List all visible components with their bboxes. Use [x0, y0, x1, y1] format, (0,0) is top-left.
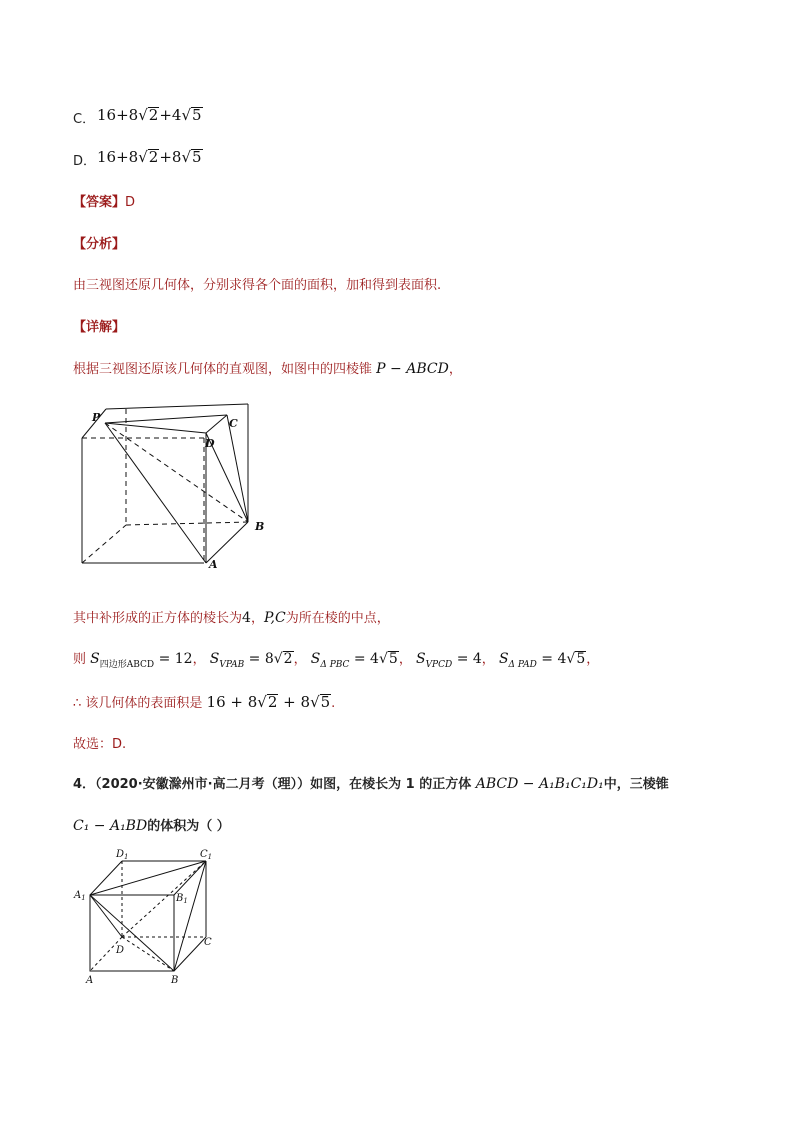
analysis-tag: 【分析】	[73, 237, 126, 252]
area-s4: $S_{VPCD} = 4$	[415, 651, 482, 670]
detail-intro: 根据三视图还原该几何体的直观图，如图中的四棱锥	[73, 362, 373, 377]
edge-PA	[105, 423, 206, 563]
problem4-line2: C₁ − A₁BD的体积为（ ）	[73, 818, 230, 834]
pyramid-figure	[70, 395, 280, 575]
hidden-edge	[82, 525, 126, 563]
problem4-tetra: C₁ − A₁BD	[73, 818, 148, 834]
label-C: C	[229, 417, 238, 430]
label-A: A	[86, 975, 94, 986]
option-d-expression: 16+8√2+8√5	[97, 148, 202, 166]
label-D1: $D_1$	[116, 849, 129, 861]
edge-CB	[227, 415, 248, 522]
edge-AB	[206, 522, 248, 563]
hidden-edge	[122, 937, 174, 971]
label-B: B	[255, 520, 265, 533]
label-D: D	[205, 437, 215, 450]
detail-tag: 【详解】	[73, 320, 126, 335]
option-c-label: C．	[73, 112, 96, 127]
label-P: P	[92, 411, 101, 424]
label-C: C	[204, 937, 212, 948]
supplement-line: 其中补形成的正方体的棱长为4，P,C为所在棱的中点，	[73, 610, 390, 626]
label-C1: $C_1$	[200, 849, 213, 861]
problem4-line1: 4．（2020·安徽滁州市·高二月考（理））如图，在棱长为 1 的正方体 ABCD − A₁B₁C₁D₁中，三棱锥	[73, 776, 669, 792]
answer-line	[73, 191, 135, 210]
label-D: D	[116, 945, 125, 956]
edge-PC	[105, 415, 227, 423]
areas-line: 则 $S_{四边形ABCD} = 12$， $S_{VPAB} = 8√2$， $S_{\Delta PBC} = 4√5$， $S_{VPCD} = 4$， $S_{\Delta PAD} = 4√5$，	[73, 651, 600, 670]
edge-A1D	[90, 895, 122, 937]
area-s5: $S_{\Delta PAD} = 4√5$	[498, 651, 586, 670]
option-d-label: D．	[73, 154, 97, 169]
cube-figure	[70, 843, 230, 988]
hidden-edge	[126, 522, 248, 525]
edge-PD	[105, 423, 206, 433]
analysis-text: 由三视图还原几何体，分别求得各个面的面积，加和得到表面积.	[73, 278, 442, 293]
label-B: B	[171, 975, 179, 986]
label-A: A	[209, 558, 218, 571]
detail-pyramid: P − ABCD	[376, 361, 449, 377]
option-c	[73, 108, 95, 127]
hidden-edge	[122, 861, 206, 937]
area-s2: $S_{VPAB} = 8√2$	[209, 651, 293, 670]
answer-tag: 【答案】	[73, 195, 126, 210]
label-B1: $B_1$	[176, 893, 188, 905]
edge-CD	[206, 415, 227, 433]
area-s3: $S_{\Delta PBC} = 4√5$	[310, 651, 398, 670]
total-expression: 16 + 8√2 + 8√5	[206, 693, 331, 711]
option-d	[73, 150, 96, 169]
option-c-expression: 16+8√2+4√5	[97, 106, 202, 124]
total-line: ∴ 该几何体的表面积是 16 + 8√2 + 8√5.	[73, 693, 336, 711]
edge-A1C1	[90, 861, 206, 895]
edge-A1B	[90, 895, 174, 971]
answer-value: D	[125, 195, 136, 210]
detail-intro-line: 根据三视图还原该几何体的直观图，如图中的四棱锥 P − ABCD，	[73, 361, 462, 377]
label-A1: $A_1$	[74, 890, 86, 902]
area-s1: $S_{四边形ABCD} = 12$	[90, 651, 193, 670]
choice-text: 故选：D.	[73, 737, 127, 752]
problem4-cube: ABCD − A₁B₁C₁D₁	[475, 776, 604, 792]
cube-edge	[106, 404, 248, 409]
